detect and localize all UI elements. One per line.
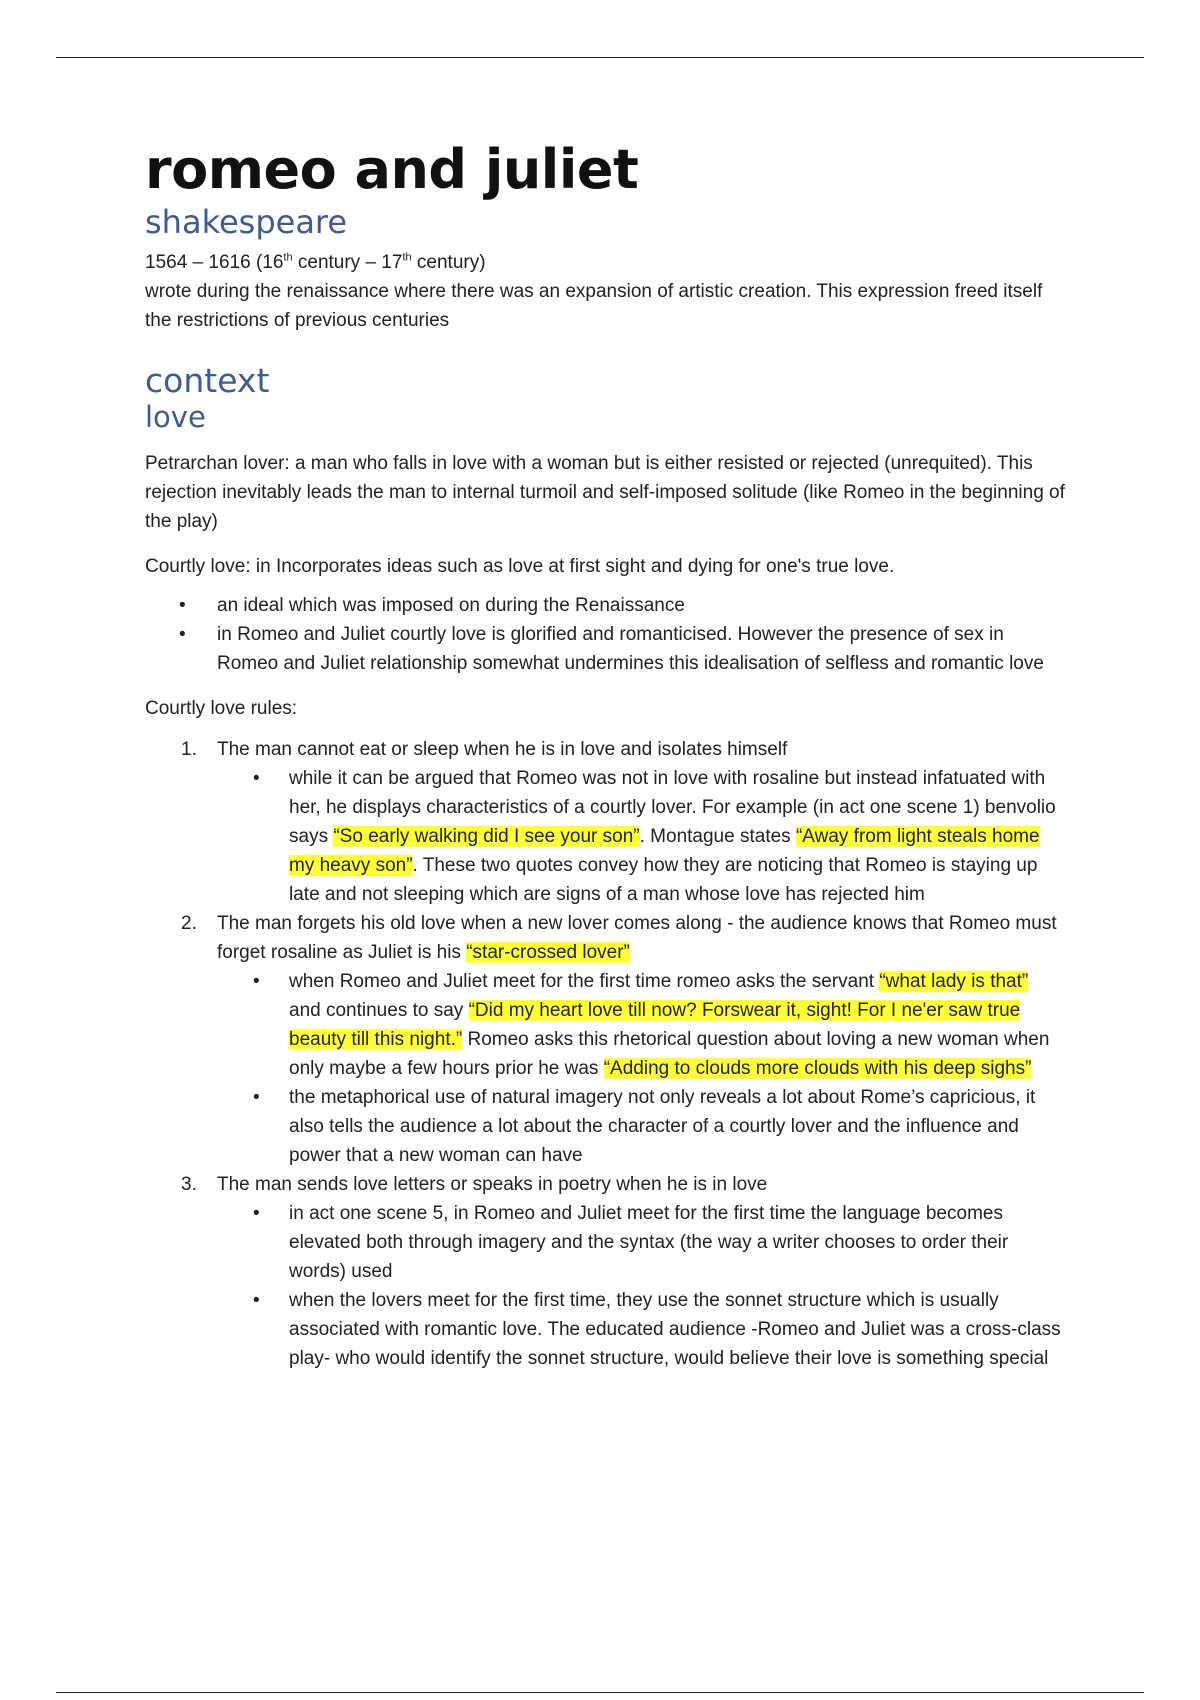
courtly-love-paragraph: Courtly love: in Incorporates ideas such as love at first sight and dying for one's true love.	[145, 556, 895, 578]
highlighted-quote: “Away from light steals home my heavy son”	[289, 826, 1040, 877]
courtly-love-rules	[145, 735, 1065, 1373]
petrarchan-paragraph: Petrarchan lover: a man who falls in love with a woman but is either resisted or rejected (unrequited). This rejection inevitably leads the man to internal turmoil and self-imposed solitude (like Romeo in the beginning of the play)	[145, 453, 1065, 533]
intro-paragraph: wrote during the renaissance where there was an expansion of artistic creation. This expression freed itself the restrictions of previous centuries	[145, 280, 1043, 331]
rule-sub-list	[217, 764, 1065, 909]
list-item: • when Romeo and Juliet meet for the first time romeo asks the servant “what lady is that” and continues to say “Did my heart love till now? Forswear it, sight! For I ne'er saw true beauty till this night.” Romeo asks this rhetorical question about loving a new woman when only maybe a few hours prior he was “Adding to clouds more clouds with his deep sighs”	[289, 967, 1065, 1083]
bottom-rule	[56, 1692, 1144, 1693]
highlighted-quote: “Did my heart love till now? Forswear it, sight! For I ne'er saw true beauty till this night.”	[289, 1000, 1021, 1051]
highlighted-quote: “So early walking did I see your son”	[333, 826, 640, 848]
rule-number: 3.	[181, 1174, 197, 1196]
author-subtitle: shakespeare	[145, 203, 348, 242]
list-item: • while it can be argued that Romeo was not in love with rosaline but instead infatuated with her, he displays characteristics of a courtly lover. For example (in act one scene 1) benvolio says “So early walking did I see your son”. Montague states “Away from light steals home my heavy son”. These two quotes convey how they are noticing that Romeo is staying up late and not sleeping which are signs of a man whose love has rejected him	[289, 764, 1065, 909]
rule-item	[181, 909, 1065, 1170]
highlighted-quote: “Adding to clouds more clouds with his deep sighs”	[603, 1058, 1032, 1080]
courtly-love-bullets	[145, 591, 1065, 678]
rule-number: 2.	[181, 913, 197, 935]
rule-sub-list	[217, 1199, 1065, 1373]
list-item: • an ideal which was imposed on during the Renaissance	[217, 591, 1065, 620]
highlighted-quote: “star-crossed lover”	[466, 942, 630, 964]
rules-label: Courtly love rules:	[145, 698, 298, 720]
rule-number: 1.	[181, 739, 197, 761]
document-title: romeo and juliet	[145, 138, 639, 201]
author-dates: 1564 – 1616 (16th century – 17th century)	[145, 251, 486, 273]
heading-love: love	[145, 400, 206, 435]
document-body	[145, 140, 1065, 1373]
rule-text: The man sends love letters or speaks in poetry when he is in love	[217, 1174, 768, 1196]
rule-text: The man forgets his old love when a new lover comes along - the audience knows that Romeo must forget rosaline as Juliet is his	[217, 913, 1057, 964]
rule-sub-list	[217, 967, 1065, 1170]
highlighted-quote: “what lady is that”	[879, 971, 1029, 993]
list-item: • in Romeo and Juliet courtly love is glorified and romanticised. However the presence of sex in Romeo and Juliet relationship somewhat undermines this idealisation of selfless and romantic love	[217, 620, 1065, 678]
rule-item	[181, 735, 1065, 909]
rule-text: The man cannot eat or sleep when he is in love and isolates himself	[217, 739, 788, 761]
top-rule	[56, 57, 1144, 58]
heading-context: context	[145, 360, 270, 400]
list-item: • in act one scene 5, in Romeo and Juliet meet for the first time the language becomes elevated both through imagery and the syntax (the way a writer chooses to order their words) used	[289, 1199, 1065, 1286]
rule-item	[181, 1170, 1065, 1373]
list-item: • when the lovers meet for the first time, they use the sonnet structure which is usually associated with romantic love. The educated audience -Romeo and Juliet was a cross-class play- who would identify the sonnet structure, would believe their love is something special	[289, 1286, 1065, 1373]
list-item: • the metaphorical use of natural imagery not only reveals a lot about Rome’s capricious, it also tells the audience a lot about the character of a courtly lover and the influence and power that a new woman can have	[289, 1083, 1065, 1170]
